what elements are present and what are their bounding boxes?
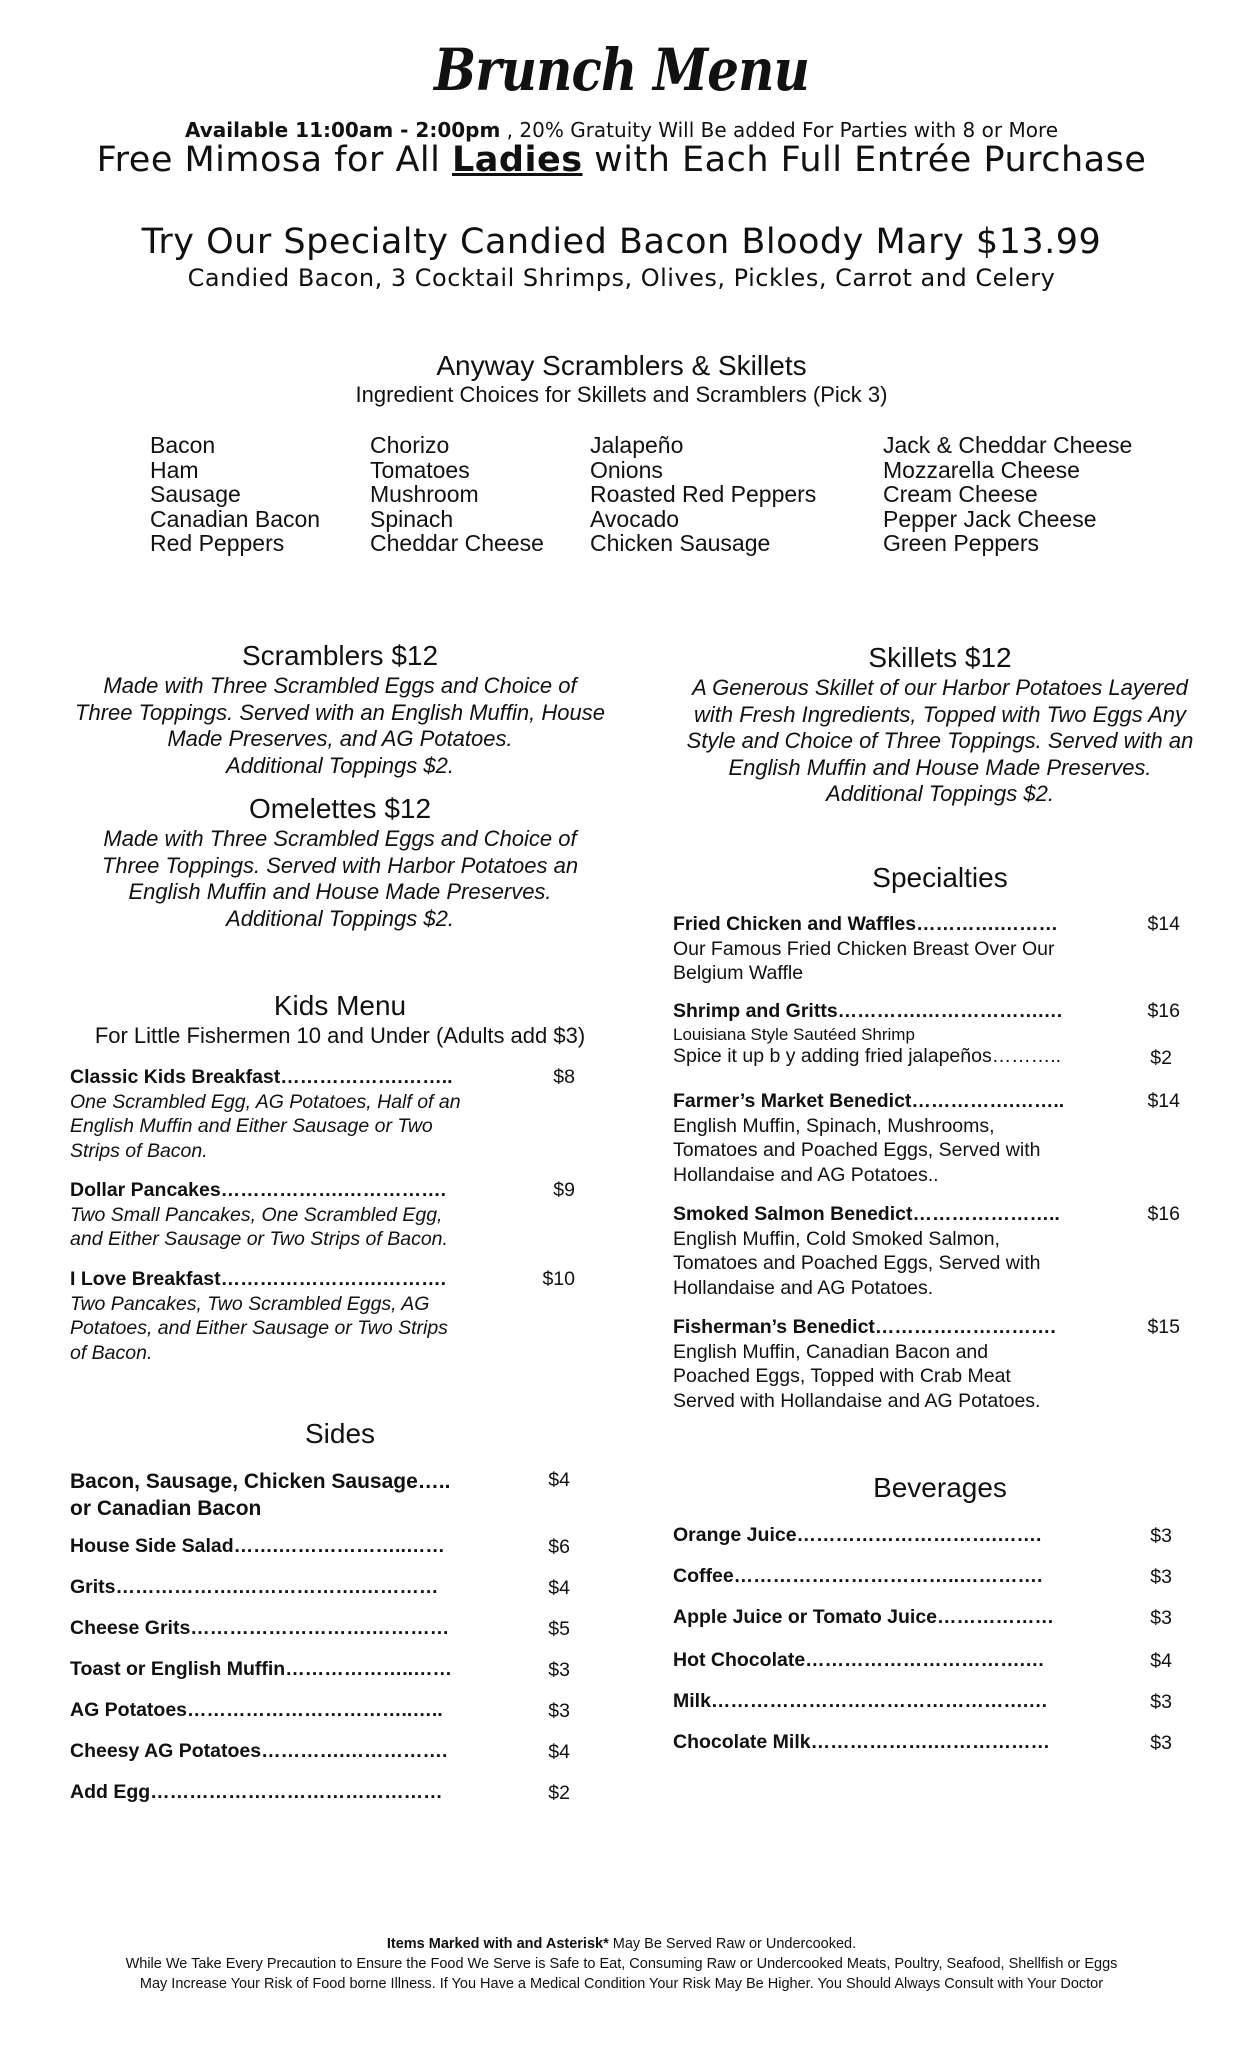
item-name: Smoked Salmon Benedict…………………..: [673, 1203, 1060, 1225]
kids-menu-subtitle: For Little Fishermen 10 and Under (Adults add $3): [94, 1023, 586, 1048]
item-desc: English Muffin, Canadian Bacon and: [673, 1340, 989, 1363]
ingredient-item: Pepper Jack Cheese: [883, 505, 1097, 532]
kids-item: [70, 1178, 490, 1252]
item-price: $3: [1150, 1525, 1172, 1547]
item-desc: Hollandaise and AG Potatoes..: [673, 1163, 939, 1186]
mimosa-pre: Free Mimosa for All: [96, 140, 452, 180]
item-price: $3: [1150, 1566, 1172, 1588]
item-desc: of Bacon.: [70, 1341, 153, 1364]
item-desc: Our Famous Fried Chicken Breast Over Our: [673, 937, 1055, 960]
mimosa-post: with Each Full Entrée Purchase: [582, 140, 1147, 180]
desc-line: Additional Toppings $2.: [226, 752, 454, 778]
desc-line: Made with Three Scrambled Eggs and Choice of: [103, 826, 577, 851]
item-desc: Potatoes, and Either Sausage or Two Strips: [70, 1317, 448, 1339]
item-desc: and Either Sausage or Two Strips of Bacon.: [70, 1228, 448, 1250]
ingredient-item: Mushroom: [370, 481, 479, 508]
beverage-item: Orange Juice………………………….…….: [673, 1524, 1042, 1546]
bloody-mary-promo: Try Our Specialty Candied Bacon Bloody Mary $13.99: [141, 222, 1102, 262]
ingredient-item: Green Peppers: [883, 530, 1039, 557]
footer-line-1: [0, 1934, 1243, 1954]
specialty-item: [673, 912, 1103, 986]
ingredient-item: Jalapeño: [590, 432, 684, 458]
desc-line: Style and Choice of Three Toppings. Served with an: [686, 728, 1194, 753]
item-price: $10: [542, 1268, 575, 1290]
side-item: Toast or English Muffin………………..……: [70, 1658, 453, 1680]
item-name: Dollar Pancakes……………….…………….: [70, 1179, 447, 1201]
item-desc: English Muffin, Cold Smoked Salmon,: [673, 1227, 1000, 1250]
ingredient-column-4: [883, 433, 1132, 556]
specialty-item: [673, 999, 1103, 1024]
scramblers-desc: [50, 673, 630, 779]
desc-line: English Muffin and House Made Preserves.: [128, 879, 552, 904]
side-item: House Side Salad…….………………..……: [70, 1535, 445, 1557]
skillets-title: Skillets $12: [868, 642, 1012, 673]
menu-title: Brunch Menu: [433, 36, 809, 104]
item-price: $14: [1147, 913, 1180, 935]
bloody-mary-desc: Candied Bacon, 3 Cocktail Shrimps, Olives, Pickles, Carrot and Celery: [187, 264, 1056, 292]
ingredient-column-1: [150, 433, 320, 556]
availability-hours: Available 11:00am - 2:00pm: [184, 118, 501, 142]
item-desc: Tomatoes and Poached Eggs, Served with: [673, 1139, 1041, 1161]
skillets-desc: [650, 675, 1230, 808]
beverage-item: Hot Chocolate…………………………….…: [673, 1649, 1045, 1671]
side-item: Grits……………….……………….…………: [70, 1576, 439, 1598]
item-price: $4: [1150, 1650, 1172, 1672]
item-price: $14: [1147, 1090, 1180, 1112]
asterisk-note: Items Marked with and Asterisk*: [386, 1936, 609, 1952]
item-desc: Two Small Pancakes, One Scrambled Egg,: [70, 1203, 443, 1226]
ingredients-title: Anyway Scramblers & Skillets: [436, 350, 807, 381]
desc-line: Additional Toppings $2.: [826, 781, 1054, 806]
desc-line: Made Preserves, and AG Potatoes.: [167, 726, 513, 751]
item-name: Classic Kids Breakfast……………….……..: [70, 1066, 453, 1088]
item-name: Fried Chicken and Waffles………….………: [673, 913, 1058, 935]
addon-price: $2: [1150, 1047, 1172, 1069]
ingredient-item: Red Peppers: [150, 530, 285, 557]
item-name: I Love Breakfast…………………….……….: [70, 1268, 446, 1290]
item-name: or Canadian Bacon: [70, 1497, 262, 1520]
item-name: Fisherman’s Benedict……………………….: [673, 1316, 1056, 1338]
item-price: $3: [1150, 1607, 1172, 1629]
omelettes-desc: [50, 826, 630, 932]
item-price: $4: [548, 1577, 570, 1599]
ingredient-column-3: [590, 433, 816, 556]
mimosa-ladies: Ladies: [451, 140, 583, 180]
item-desc: Belgium Waffle: [673, 962, 804, 984]
ingredient-item: Avocado: [590, 505, 680, 532]
desc-line: Three Toppings. Served with an English Muffin, House: [75, 699, 605, 725]
ingredient-item: Bacon: [150, 432, 216, 458]
jalapeno-addon: Spice it up b y adding fried jalapeños………..: [673, 1045, 1062, 1067]
item-name: Farmer’s Market Benedict…………….……..: [673, 1090, 1065, 1112]
side-item: AG Potatoes……………………………..…..: [70, 1699, 443, 1721]
availability-line: [0, 118, 1243, 142]
beverage-item: Apple Juice or Tomato Juice………………: [673, 1606, 1055, 1628]
ingredient-item: Canadian Bacon: [150, 505, 321, 532]
item-price: $16: [1147, 1000, 1180, 1022]
side-item: Add Egg………………………………………: [70, 1781, 443, 1803]
ingredient-item: Jack & Cheddar Cheese: [883, 432, 1133, 458]
specialty-item: [673, 1202, 1103, 1300]
ingredient-column-2: [370, 433, 544, 556]
beverages-title: Beverages: [873, 1472, 1007, 1503]
specialty-item: [673, 1089, 1103, 1187]
desc-line: Made with Three Scrambled Eggs and Choice of: [103, 673, 577, 698]
scramblers-title: Scramblers $12: [241, 640, 439, 671]
side-item: Cheesy AG Potatoes………….…………….: [70, 1740, 448, 1762]
item-price: $16: [1147, 1203, 1180, 1225]
ingredient-item: Onions: [590, 456, 663, 483]
item-name: Shrimp and Gritts………….……………….…: [673, 1000, 1064, 1022]
beverage-item: Coffee……………………………..………….: [673, 1565, 1043, 1587]
beverage-item: Milk………………………………………….…: [673, 1690, 1048, 1712]
asterisk-rest: May Be Served Raw or Undercooked.: [608, 1936, 857, 1952]
desc-line: English Muffin and House Made Preserves.: [728, 754, 1152, 780]
kids-item: [70, 1065, 490, 1163]
footer-line-3: May Increase Your Risk of Food borne Illness. If You Have a Medical Condition Your Risk May Be Higher. You Should Always Consult with Your Doctor: [139, 1976, 1104, 1992]
ingredient-item: Tomatoes: [370, 456, 470, 483]
footer-line-2: While We Take Every Precaution to Ensure the Food We Serve is Safe to Eat, Consuming Raw or Undercooked Meats, Poultry, Seafood, Shellfish or Eggs: [125, 1956, 1118, 1972]
kids-item: [70, 1267, 490, 1365]
item-desc: Tomatoes and Poached Eggs, Served with: [673, 1252, 1041, 1274]
item-price: $3: [548, 1700, 570, 1722]
specialties-title: Specialties: [872, 862, 1008, 893]
item-price: $4: [548, 1741, 570, 1763]
item-price: $3: [548, 1659, 570, 1681]
desc-line: A Generous Skillet of our Harbor Potatoes Layered: [692, 675, 1188, 700]
item-name: Bacon, Sausage, Chicken Sausage…..: [70, 1470, 451, 1493]
side-item: [70, 1468, 450, 1522]
ingredient-item: Ham: [150, 456, 199, 483]
item-price: $6: [548, 1536, 570, 1558]
ingredient-item: Roasted Red Peppers: [590, 481, 817, 508]
ingredient-item: Chicken Sausage: [590, 530, 771, 557]
item-desc: Poached Eggs, Topped with Crab Meat: [673, 1365, 1011, 1387]
item-price: $3: [1150, 1691, 1172, 1713]
gratuity-note: , 20% Gratuity Will Be added For Parties with 8 or More: [500, 118, 1059, 142]
item-price: $9: [553, 1179, 575, 1201]
item-desc: Strips of Bacon.: [70, 1139, 208, 1162]
item-desc: Hollandaise and AG Potatoes.: [673, 1276, 934, 1299]
item-price: $3: [1150, 1732, 1172, 1754]
ingredient-item: Mozzarella Cheese: [883, 456, 1080, 483]
ingredient-item: Cream Cheese: [883, 481, 1038, 508]
item-price: $15: [1147, 1316, 1180, 1338]
sides-title: Sides: [304, 1418, 376, 1449]
desc-line: Additional Toppings $2.: [226, 905, 454, 931]
omelettes-title: Omelettes $12: [248, 793, 432, 824]
mimosa-promo: [0, 140, 1243, 180]
item-price: $8: [553, 1066, 575, 1088]
item-desc: English Muffin, Spinach, Mushrooms,: [673, 1114, 995, 1137]
item-price: $4: [548, 1469, 570, 1491]
kids-menu-title: Kids Menu: [273, 990, 407, 1021]
ingredient-item: Cheddar Cheese: [370, 530, 544, 557]
desc-line: with Fresh Ingredients, Topped with Two Eggs Any: [694, 701, 1186, 727]
ingredients-subtitle: Ingredient Choices for Skillets and Scramblers (Pick 3): [355, 382, 888, 407]
ingredient-item: Spinach: [370, 505, 454, 532]
specialty-item: [673, 1315, 1103, 1413]
item-desc: English Muffin and Either Sausage or Two: [70, 1115, 433, 1137]
ingredient-item: Sausage: [150, 481, 241, 508]
ingredient-item: Chorizo: [370, 432, 450, 458]
item-desc: Two Pancakes, Two Scrambled Eggs, AG: [70, 1292, 430, 1315]
desc-line: Three Toppings. Served with Harbor Potatoes an: [101, 852, 579, 878]
item-desc: One Scrambled Egg, AG Potatoes, Half of an: [70, 1090, 461, 1113]
item-price: $2: [548, 1782, 570, 1804]
item-price: $5: [548, 1618, 570, 1640]
shrimp-note: Louisiana Style Sautéed Shrimp: [673, 1025, 915, 1044]
footer-disclaimer: [0, 1934, 1243, 1994]
side-item: Cheese Grits……………………….…………: [70, 1617, 450, 1639]
beverage-item: Chocolate Milk……………….………………: [673, 1731, 1051, 1753]
item-desc: Served with Hollandaise and AG Potatoes.: [673, 1389, 1041, 1412]
